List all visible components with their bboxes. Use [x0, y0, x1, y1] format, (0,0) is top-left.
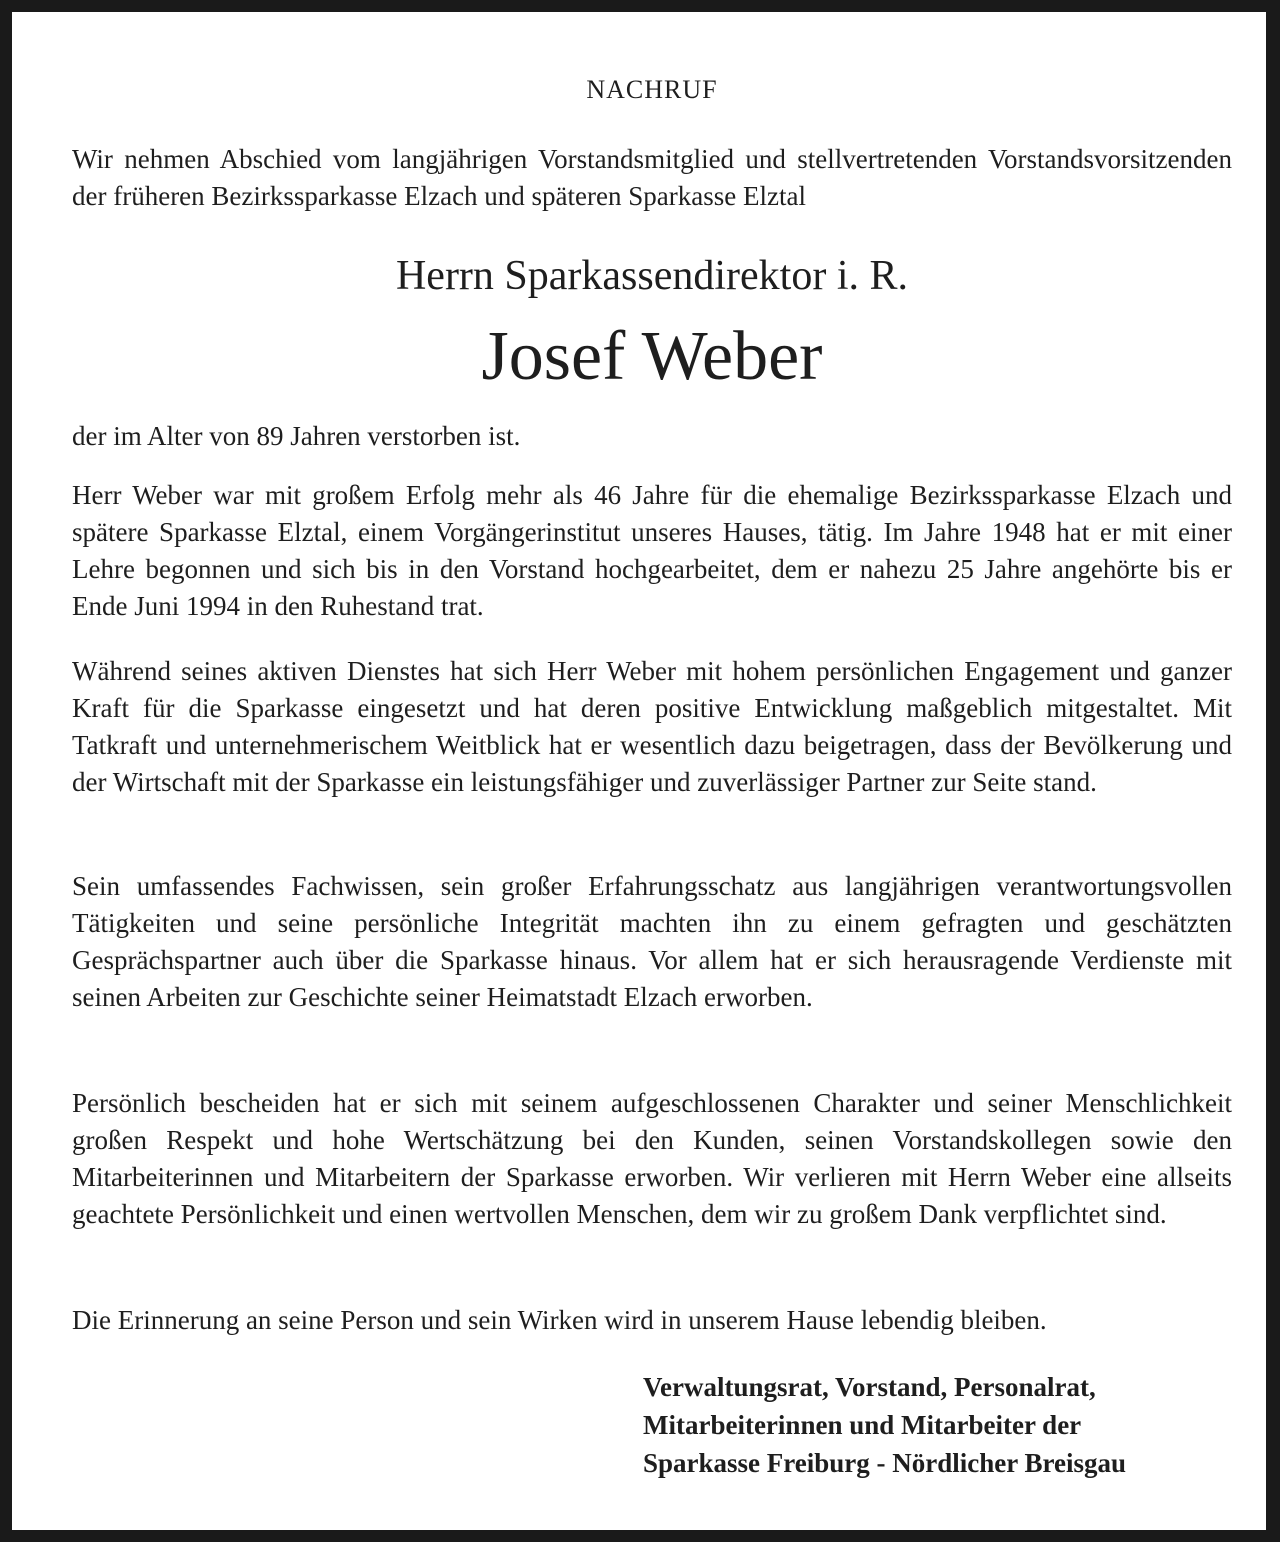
notice-heading: NACHRUF: [586, 75, 718, 104]
paragraph-expertise: Sein umfassendes Fachwissen, sein großer Erfahrungsschatz aus langjährigen verantwortungsvollen Tätigkeiten und seine persönliche Integrität machten ihn zu einem gefragten und geschätzten Gesprächspartner auch über die Sparkasse hinaus. Vor allem hat er sich herausragende Verdienste mit seinen Arbeiten zur Geschichte seiner Heimatstadt Elzach erworben.: [72, 871, 1232, 1012]
signature-line: Mitarbeiterinnen und Mitarbeiter der: [643, 1410, 1082, 1440]
paragraph-career: Herr Weber war mit großem Erfolg mehr als 46 Jahre für die ehemalige Bezirkssparkasse Elzach und spätere Sparkasse Elztal, einem Vorgängerinstitut unseres Hauses, tätig. Im Jahre 1948 hat er mit einer Lehre begonnen und sich bis in den Vorstand hochgearbeitet, dem er nahezu 25 Jahre angehörte bis er Ende Juni 1994 in den Ruhestand trat.: [72, 480, 1232, 621]
intro-paragraph: Wir nehmen Abschied vom langjährigen Vorstandsmitglied und stellvertretenden Vorstandsvorsitzenden der früheren Bezirkssparkasse Elzach und späteren Sparkasse Elztal: [72, 144, 1232, 211]
paragraph-character: Persönlich bescheiden hat er sich mit seinem aufgeschlossenen Charakter und seiner Menschlichkeit großen Respekt und hohe Wertschätzung bei den Kunden, seinen Vorstandskollegen sowie den Mitarbeiterinnen und Mitarbeitern der Sparkasse erworben. Wir verlieren mit Herrn Weber eine allseits geachtete Persönlichkeit und einen wertvollen Menschen, dem wir zu großem Dank verpflichtet sind.: [72, 1088, 1232, 1229]
signature-line: Sparkasse Freiburg - Nördlicher Breisgau: [643, 1448, 1127, 1478]
deceased-name: Josef Weber: [481, 318, 823, 395]
age-line: der im Alter von 89 Jahren verstorben ist.: [72, 421, 521, 451]
paragraph-service: Während seines aktiven Dienstes hat sich Herr Weber mit hohem persönlichen Engagement und ganzer Kraft für die Sparkasse eingesetzt und hat deren positive Entwicklung maßgeblich mitgestaltet. Mit Tatkraft und unternehmerischem Weitblick hat er wesentlich dazu beigetragen, dass der Bevölkerung und der Wirtschaft mit der Sparkasse ein leistungsfähiger und zuverlässiger Partner zur Seite stand.: [72, 656, 1232, 797]
signature-line: Verwaltungsrat, Vorstand, Personalrat,: [643, 1372, 1096, 1402]
paragraph-remembrance: Die Erinnerung an seine Person und sein Wirken wird in unserem Hause lebendig bleiben.: [72, 1305, 1047, 1335]
deceased-title: Herrn Sparkassendirektor i. R.: [395, 253, 909, 299]
signature-block: [643, 1368, 1243, 1482]
